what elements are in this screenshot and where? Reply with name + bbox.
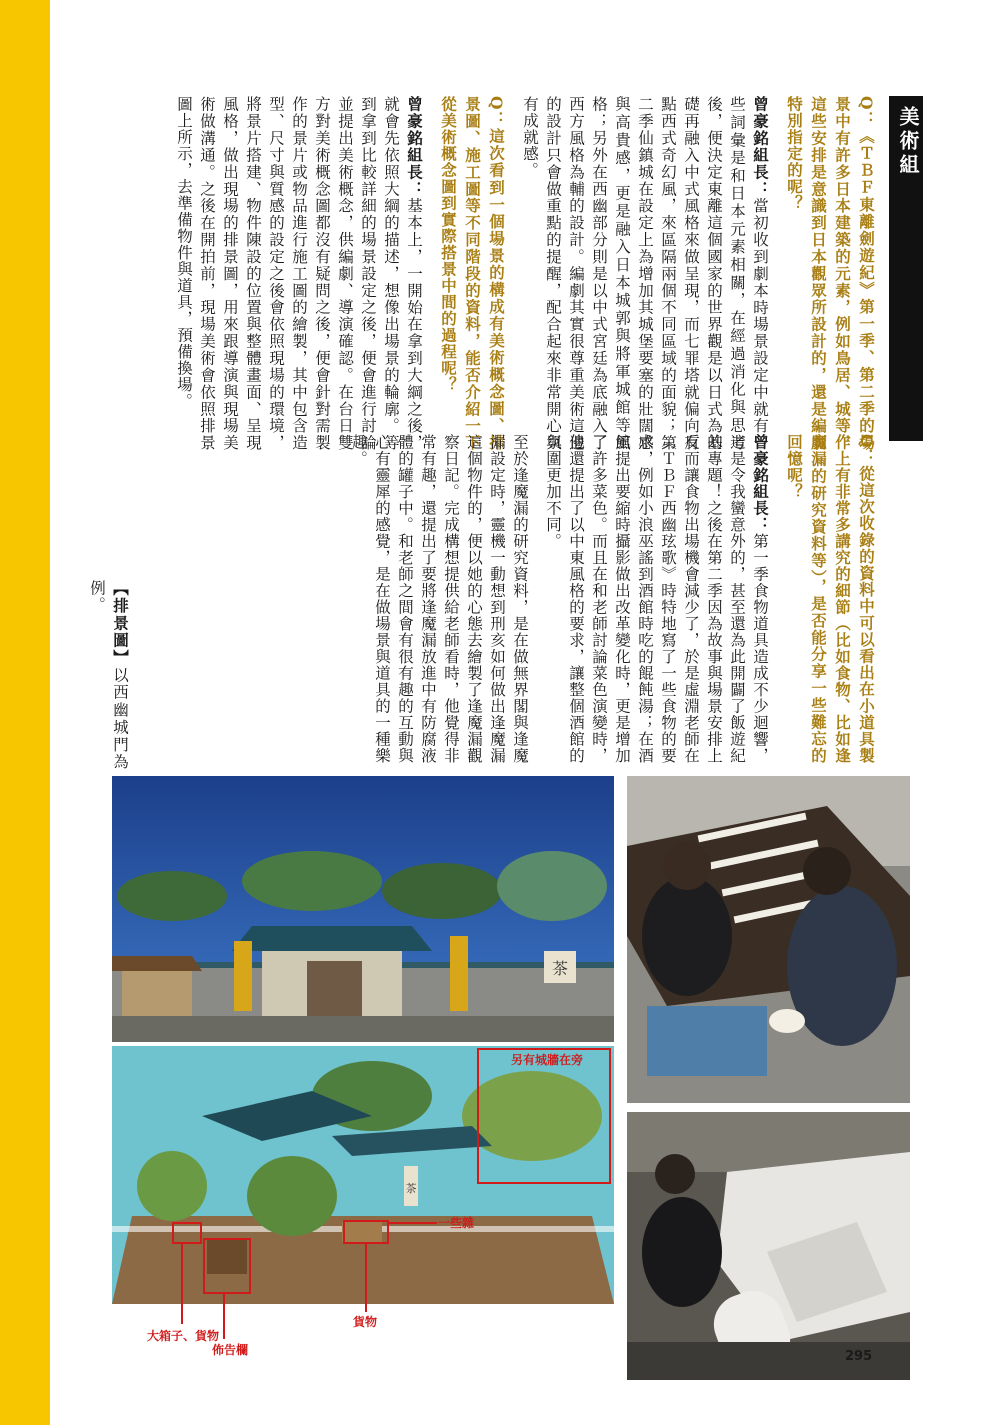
annotation-line-mid: [389, 1222, 437, 1224]
workshop-photo-painting: [627, 776, 910, 1103]
annotation-box-top-right: [477, 1048, 611, 1184]
layout-sign-glyph: 茶: [405, 1182, 417, 1195]
annotation-line-crate: [181, 1244, 183, 1324]
workshop-photo-foam: [627, 1112, 910, 1380]
question-3: Q：從這次收錄的資料中可以看出在小道具製作上有非常多講究的細節（比如食物、比如逢魔漏的研究資料等），是否能分享一些難忘的回憶呢？: [785, 434, 876, 764]
annotation-bottom-mid: 貨物: [353, 1315, 378, 1329]
answer-2: 曾豪銘組長：基本上，一開始在拿到大綱之後，就會先依照大綱的描述，想像出場景的輪廓。等到拿到比較詳細的場景設定之後，便會進行討論並提出美術概念，供編劇、導演確認。在台日雙方對美術概念圖都沒有疑問之後，便會針對需製作的景片或物品進行施工圖的繪製，其中包含造型、尺寸與質感的設定之後會依照現場的環境，將景片搭建、物件陳設的位置與整體畫面、呈現風格，做出現場的排景圖，用來跟導演與現場美術做溝通。之後在開拍前，現場美術會依照排景圖上所示，去準備物件與道具，預備換場。: [175, 96, 424, 452]
gate-render-image: [112, 776, 614, 1042]
annotation-mid-right: 一些雜: [438, 1216, 475, 1230]
annotation-line-board: [223, 1294, 225, 1339]
annotation-bottom-under: 佈告欄: [212, 1343, 249, 1357]
question-1: Q：《ＴＢＦ東離劍遊紀》第一季、第二季的場景中有許多日本建築的元素，例如鳥居、城等，這些安排是意識到日本觀眾所設計的，還是編劇特別指定的呢？: [785, 96, 876, 451]
figure-caption: [88, 580, 132, 771]
section-tag: 美術組: [889, 96, 923, 441]
yellow-side-bar: [0, 0, 50, 1425]
upper-text-column: [118, 96, 878, 451]
caption-text: 以西幽城門為例。: [88, 580, 129, 771]
answer-3: 曾豪銘組長：第一季食物道具造成不少迴響，這是令我蠻意外的，甚至還為此開闢了飯遊紀的專題！之後在第二季因為故事與場景安排上反而讓食物出場機會減少了，於是虛淵老師在《ＴＢＦ西幽玹歌》時特地寫了一些食物的要求，例如小浪巫謠到酒館時吃的餛飩湯；在酒館提出要縮時攝影做出改革變化時，更是增加了許多菜色。而且在和老師討論菜色演變時，他還提出了以中東風格的要求，讓整個酒館的氛圍更加不同。: [544, 434, 770, 764]
answer-1: 曾豪銘組長：當初收到劇本時場景設定中就有一些詞彙是和日本元素相關，在經過消化與思考後，便決定東離這個國家的世界觀是以日式為基礎再融入中式風格來做呈現，而七罪塔就偏向有點西式奇幻風，來區隔兩個不同區域的面貌；第二季仙鎮城在設定上為增加其城堡要塞的壯闊感與高貴感，更是融入日本城郭與將軍城館等風格；另外在西幽部分則是以中式宮廷為底融入了西方風格為輔的設計。編劇其實很尊重美術這邊的設計只會做重點的提醒，配合起來非常開心與有成就感。: [521, 96, 770, 452]
middle-text-column: [210, 434, 878, 764]
annotation-bottom-left: 大箱子、貨物: [147, 1329, 220, 1343]
annotation-box-board: [203, 1238, 251, 1294]
page-number: 295: [845, 1349, 873, 1364]
answer-3-cont: 至於逢魔漏的研究資料，是在做無界閣與逢魔漏設定時，靈機一動想到刑亥如何做出逢魔漏這個物件的，便以她的心態去繪製了逢魔漏觀察日記。完成構想提供給老師看時，他覺得非常有趣，還提出了要將逢魔漏放進中有防腐液體的罐子中。和老師之間會有很有趣的互動與心有靈犀的感覺，是在做場景與道具的一種樂趣。: [350, 434, 529, 764]
question-2: Q：這次看到一個場景的構成有美術概念圖、排景圖、施工圖等不同階段的資料，能否介紹一下從美術概念圖到實際搭景中間的過程呢？: [439, 96, 506, 451]
caption-label: 【排景圖】: [111, 580, 130, 667]
annotation-box-crate: [172, 1222, 202, 1244]
tea-sign-glyph: 茶: [551, 959, 569, 978]
annotation-line-goods: [365, 1244, 367, 1312]
annotation-top-right: 另有城牆在旁: [511, 1053, 584, 1067]
annotation-box-mid: [343, 1220, 389, 1244]
